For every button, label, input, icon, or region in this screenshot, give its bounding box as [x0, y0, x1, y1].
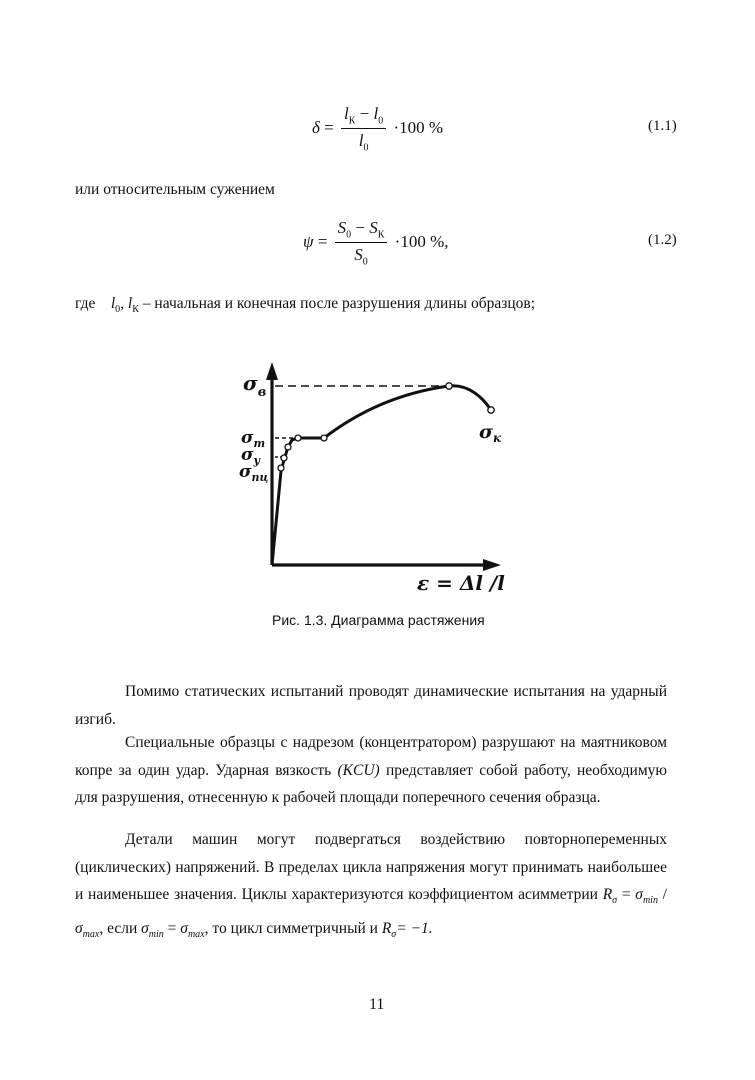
paragraph-dynamic-tests: Помимо статических испытаний проводят динамические испытания на ударный изгиб.: [75, 683, 667, 728]
equation-number-1-2: (1.2): [648, 232, 677, 248]
numerator: $l_К - l_0$: [341, 104, 386, 129]
fraction: [335, 218, 388, 268]
text-or-relative-narrowing: или относительным сужением: [75, 181, 275, 198]
x-axis-arrow: [483, 559, 501, 571]
equals-sign: =: [324, 117, 334, 137]
point-ultimate-strength: [446, 383, 452, 389]
formula-1-2: [303, 218, 449, 268]
stress-strain-curve: [272, 386, 491, 565]
psi-symbol: ψ: [303, 231, 314, 251]
paragraph-cyclic-stresses: Детали машин могут подвергаться воздействию повторнопеременных (циклических) напряжений. В пределах цикла напряжения могут принимать наибольшее и наименьшее значения. Циклы характеризуются коэффициентом асимметрии $R_\sigma = \sigma_{min}$ $/\sigma_{max}$, если $\sigma_{min} = \sigma_{max}$, то цикл симметричный и $R_\sigma= -1$.: [75, 831, 667, 940]
point-proportional-limit: [278, 465, 284, 471]
figure-caption: Рис. 1.3. Диаграмма растяжения: [272, 612, 485, 628]
denominator: $S_0$: [354, 245, 368, 268]
label-sigma-v: $\sigma_в$: [243, 371, 267, 400]
formula-1-1: [312, 104, 443, 154]
where-line: где $l_0$, $l_К$ – начальная и конечная после разрушения длины образцов;: [75, 295, 535, 316]
equals-sign: =: [317, 231, 328, 251]
label-sigma-u: $\sigma_у$: [241, 445, 261, 467]
point-yield-end: [321, 435, 327, 441]
label-sigma-pts: $\sigma_{пц}$: [239, 462, 269, 484]
where-word: где: [75, 295, 96, 312]
label-x-axis: ε = Δl /l: [417, 571, 505, 595]
point-fracture: [488, 407, 494, 413]
delta-symbol: δ: [312, 117, 320, 137]
comma: ,: [444, 231, 449, 251]
tension-diagram: [225, 358, 545, 598]
label-sigma-k: $\sigma_к$: [479, 421, 502, 445]
multiplier: ·100 %: [394, 231, 445, 251]
point-yield-lower: [285, 444, 291, 450]
point-yield-start: [295, 435, 301, 441]
where-description: – начальная и конечная после разрушения длины образцов;: [142, 295, 535, 312]
numerator: $S_0 - S_К$: [335, 218, 388, 243]
paragraph-impact-toughness: Специальные образцы с надрезом (концентратором) разрушают на маятниковом копре за один удар. Ударная вязкость (KCU) представляет собой работу, необходимую для разрушения, отнесенную к рабочей площади поперечного сечения образца.: [75, 734, 667, 806]
multiplier: ·100 %: [393, 117, 444, 137]
page-number: 11: [369, 996, 385, 1013]
y-axis-arrow: [266, 362, 278, 380]
denominator: $l_0$: [358, 131, 369, 154]
point-elastic-limit: [281, 455, 287, 461]
kcu-term: (KCU): [337, 761, 380, 779]
equation-number-1-1: (1.1): [648, 118, 677, 134]
fraction: [341, 104, 386, 154]
label-sigma-t: $\sigma_т$: [241, 428, 266, 450]
